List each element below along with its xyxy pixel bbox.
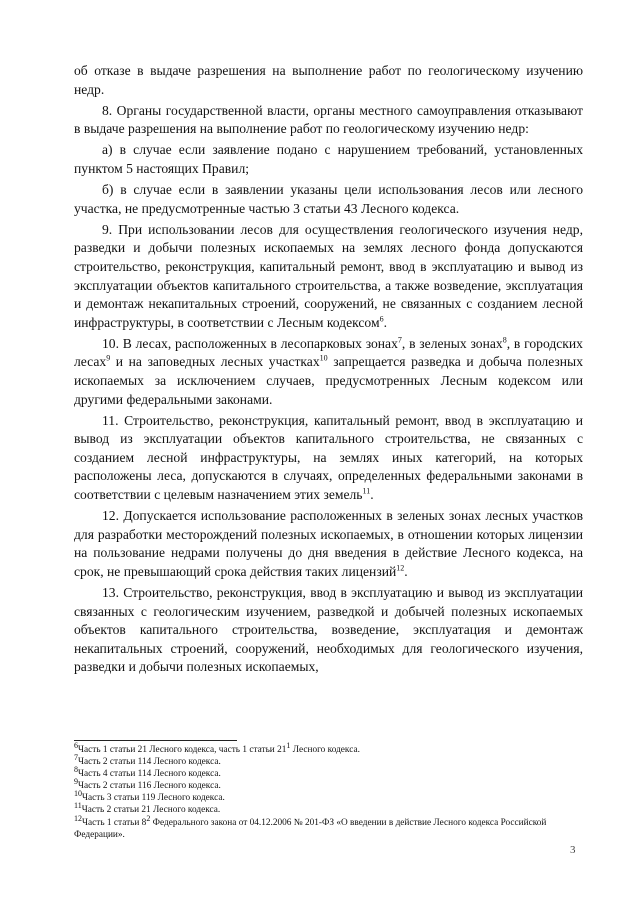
paragraph-10-text-e: запрещается разведка и добыча полезных ископаемых за исключением случаев, предусмотренных Лесным кодексом или другими федеральными законами. bbox=[74, 354, 583, 407]
footnote-10 bbox=[74, 789, 584, 804]
paragraph-11 bbox=[74, 412, 583, 505]
footnote-text: Часть 1 статьи 8 bbox=[82, 817, 147, 828]
footnote-number: 11 bbox=[74, 801, 82, 811]
footnote-number: 12 bbox=[74, 813, 82, 823]
paragraph-continuation: об отказе в выдаче разрешения на выполнение работ по геологическому изучению недр. bbox=[74, 63, 583, 97]
footnote-number: 6 bbox=[74, 740, 78, 750]
paragraph-10-text-a: 10. В лесах, расположенных в лесопарковых зонах bbox=[102, 335, 398, 351]
footnote-ref-11: 11 bbox=[362, 486, 371, 496]
footnotes bbox=[74, 740, 584, 841]
footnote-separator bbox=[74, 740, 237, 741]
paragraph-10-text-c: , в городских лесах bbox=[74, 335, 583, 370]
footnote-sup: 1 bbox=[286, 740, 291, 750]
footnote-text: Часть 2 статьи 114 Лесного кодекса. bbox=[78, 757, 221, 768]
footnote-number: 7 bbox=[74, 753, 78, 762]
footnote-6 bbox=[74, 740, 584, 756]
paragraph-10 bbox=[74, 335, 583, 409]
paragraph-13: 13. Строительство, реконструкция, ввод в эксплуатацию и вывод из эксплуатации связанных с геологическим изучением, разведкой и добычей полезных ископаемых объектов капитального строительства, возведение, эксплуатация и демонтаж некапитальных строений, сооружений, необходимых для геологического изучения, разведки и добычи полезных ископаемых, bbox=[74, 585, 583, 675]
footnote-9 bbox=[74, 777, 584, 792]
footnote-number: 8 bbox=[74, 765, 78, 775]
footnote-12 bbox=[74, 813, 584, 841]
paragraph-8b: б) в случае если в заявлении указаны цели использования лесов или лесного участка, не предусмотренные частью 3 статьи 43 Лесного кодекса. bbox=[74, 182, 583, 216]
period: . bbox=[370, 487, 374, 503]
footnote-text: Часть 2 статьи 21 Лесного кодекса. bbox=[81, 805, 221, 816]
footnote-8 bbox=[74, 765, 584, 780]
footnote-text-tail: Федерального закона от 04.12.2006 № 201-ФЗ «О введении в действие Лесного кодекса Российской Федерации». bbox=[74, 817, 547, 840]
footnote-text-tail: Лесного кодекса. bbox=[290, 745, 360, 755]
footnote-ref-9: 9 bbox=[106, 353, 111, 363]
footnote-ref-6: 6 bbox=[379, 314, 384, 324]
period: . bbox=[404, 563, 408, 579]
footnote-text: Часть 4 статьи 114 Лесного кодекса. bbox=[78, 769, 221, 780]
paragraph-12-text: 12. Допускается использование расположенных в зеленых зонах лесных участков для разработки месторождений полезных ископаемых, в отношении которых лицензии на пользование недрами получены до дня введения в действие Лесного кодекса, на срок, не превышающий срока действия таких лицензий bbox=[74, 508, 583, 579]
footnote-ref-10: 10 bbox=[319, 353, 328, 363]
footnote-ref-7: 7 bbox=[397, 335, 402, 345]
footnote-7 bbox=[74, 753, 584, 768]
main-text bbox=[74, 62, 583, 680]
paragraph-9-text: 9. При использовании лесов для осуществления геологического изучения недр, разведки и добычи полезных ископаемых на землях лесного фонда допускаются строительство, реконструкция, капитальный ремонт, ввод в эксплуатацию и вывод из эксплуатации объектов капитального строительства, а также возведение, эксплуатация и демонтаж некапитальных строений, сооружений, не связанных с созданием лесной инфраструктуры, в соответствии с Лесным кодексом bbox=[74, 221, 583, 330]
paragraph-9 bbox=[74, 221, 583, 333]
footnote-number: 9 bbox=[74, 777, 78, 787]
paragraph-8: 8. Органы государственной власти, органы местного самоуправления отказывают в выдаче разрешения на выполнение работ по геологическому изучению недр: bbox=[74, 102, 583, 137]
footnote-text: Часть 1 статьи 21 Лесного кодекса, часть 1 статьи 21 bbox=[78, 745, 287, 755]
paragraph-8a: а) в случае если заявление подано с нарушением требований, установленных пунктом 5 настоящих Правил; bbox=[74, 142, 583, 176]
paragraph-10-text-d: и на заповедных лесных участках bbox=[110, 354, 320, 370]
footnote-ref-12: 12 bbox=[396, 563, 405, 573]
paragraph-10-text-b: , в зеленых зонах bbox=[401, 335, 503, 351]
footnote-sup: 2 bbox=[146, 813, 151, 823]
footnote-ref-8: 8 bbox=[502, 335, 507, 345]
footnote-text: Часть 2 статьи 116 Лесного кодекса. bbox=[78, 781, 221, 792]
paragraph-11-text: 11. Строительство, реконструкция, капитальный ремонт, ввод в эксплуатацию и вывод из эксплуатации объектов капитального строительства, не связанных с созданием лесной инфраструктуры, на землях иных категорий, на которых расположены леса, допускаются в случаях, определенных федеральными законами в соответствии с целевым назначением этих земель bbox=[74, 412, 583, 503]
footnote-text: Часть 3 статьи 119 Лесного кодекса. bbox=[82, 793, 225, 804]
footnote-11 bbox=[74, 801, 584, 816]
footnote-number: 10 bbox=[74, 789, 82, 799]
paragraph-12 bbox=[74, 507, 583, 581]
page-number: 3 bbox=[570, 844, 576, 856]
period: . bbox=[383, 314, 387, 330]
